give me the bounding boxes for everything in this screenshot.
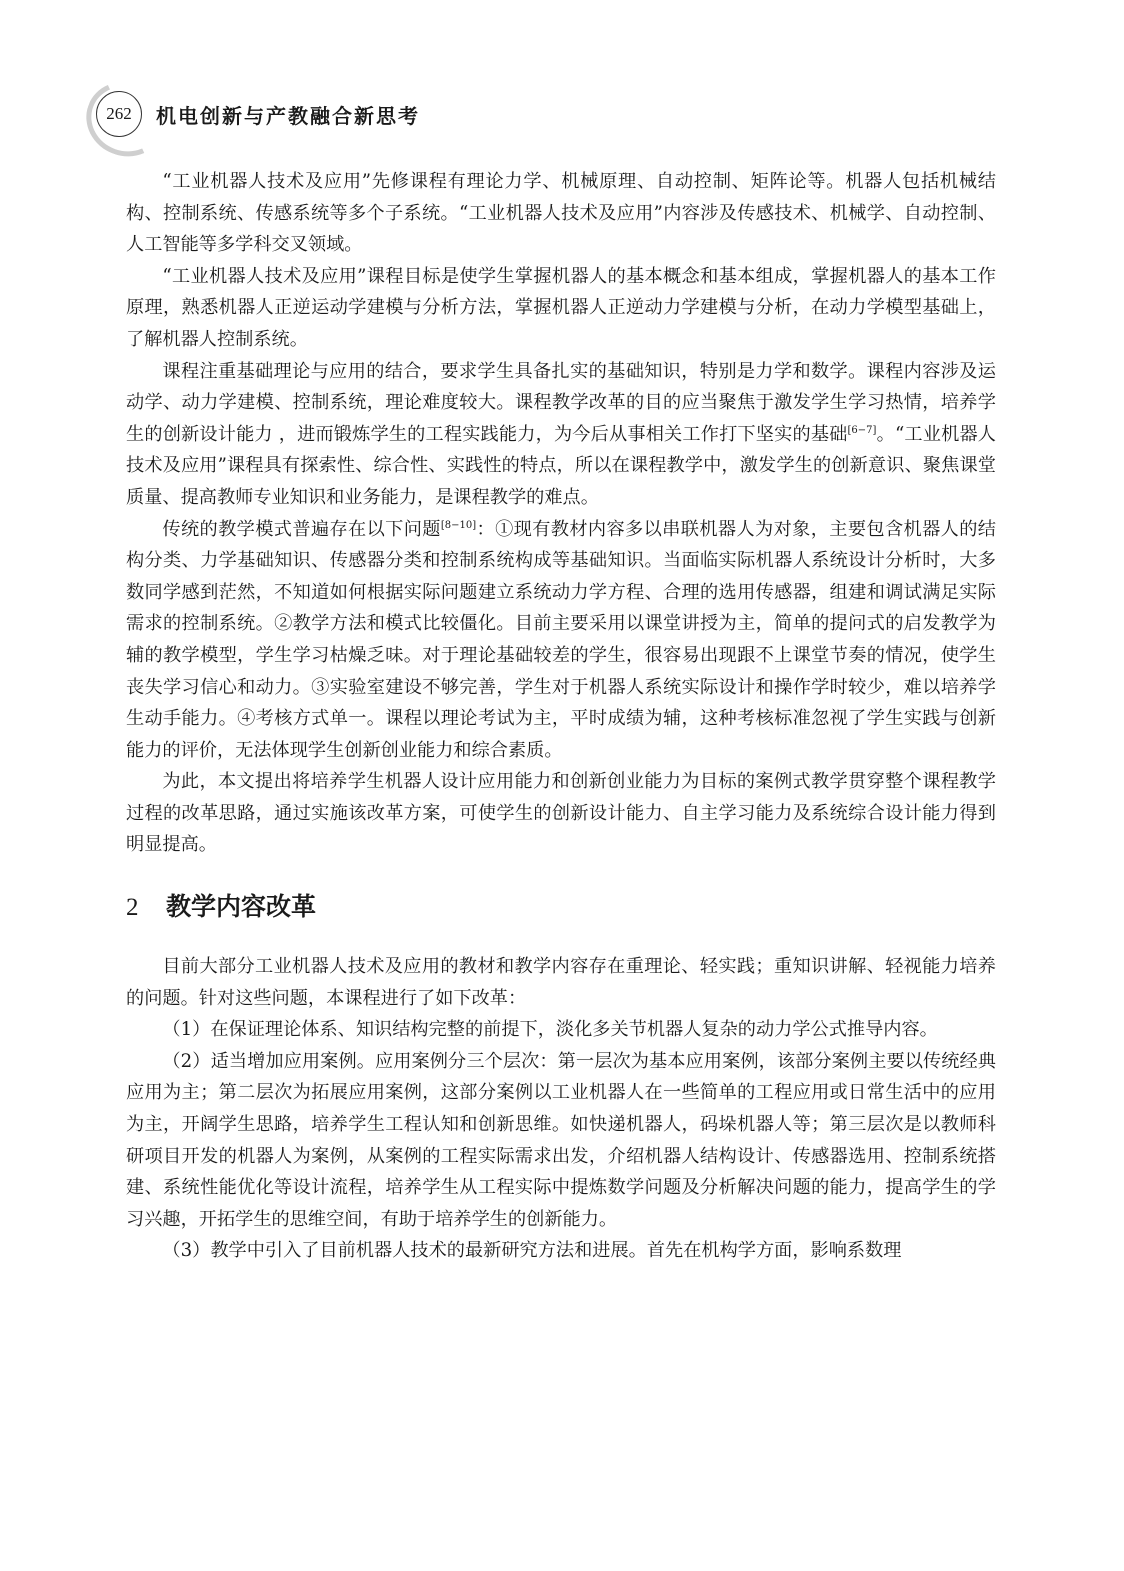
section-number: 2 [126,894,139,922]
paragraph-course-focus [126,356,996,514]
paragraph-text: 。“工业机器人技术及应用”课程具有探索性、综合性、实践性的特点，所以在课程教学中，激发学生的创新意识、聚焦课堂质量、提高教师专业知识和业务能力，是课程教学的难点。 [126,423,996,508]
paragraph-traditional-problems [126,514,996,767]
paragraph-reform-idea: 为此，本文提出将培养学生机器人设计应用能力和创新创业能力为目标的案例式教学贯穿整个课程教学过程的改革思路，通过实施该改革方案，可使学生的创新设计能力、自主学习能力及系统综合设计能力得到明显提高。 [126,771,996,856]
citation: [6−7] [847,424,877,436]
section-title: 教学内容改革 [166,892,317,922]
paragraph-prerequisites: “工业机器人技术及应用”先修课程有理论力学、机械原理、自动控制、矩阵论等。机器人包括机械结构、控制系统、传感系统等多个子系统。“工业机器人技术及应用”内容涉及传感技术、机械学、自动控制、人工智能等多学科交叉领域。 [126,171,996,256]
citation: [8−10] [440,519,477,531]
paragraph-course-goals: “工业机器人技术及应用”课程目标是使学生掌握机器人的基本概念和基本组成，掌握机器人的基本工作原理，熟悉机器人正逆运动学建模与分析方法，掌握机器人正逆动力学建模与分析，在动力学模型基础上，了解机器人控制系统。 [126,265,996,350]
page-number: 262 [96,91,142,137]
paragraph-section-intro: 目前大部分工业机器人技术及应用的教材和教学内容存在重理论、轻实践；重知识讲解、轻视能力培养的问题。针对这些问题，本课程进行了如下改革： [126,956,996,1009]
list-item: （3）教学中引入了目前机器人技术的最新研究方法和进展。首先在机构学方面，影响系数理 [162,1240,902,1262]
paragraph-text: ：①现有教材内容多以串联机器人为对象，主要包含机器人的结构分类、力学基础知识、传感器分类和控制系统构成等基础知识。当面临实际机器人系统设计分析时，大多数同学感到茫然，不知道如何根据实际问题建立系统动力学方程、合理的选用传感器，组建和调试满足实际需求的控制系统。②教学方法和模式比较僵化。目前主要采用以课堂讲授为主，简单的提问式的启发教学为辅的教学模型，学生学习枯燥乏味。对于理论基础较差的学生，很容易出现跟不上课堂节奏的情况，使学生丧失学习信心和动力。③实验室建设不够完善，学生对于机器人系统实际设计和操作学时较少，难以培养学生动手能力。④考核方式单一。课程以理论考试为主，平时成绩为辅，这种考核标准忽视了学生实践与创新能力的评价，无法体现学生创新创业能力和综合素质。 [126,518,996,761]
list-item: （1）在保证理论体系、知识结构完整的前提下，淡化多关节机器人复杂的动力学公式推导内容。 [162,1019,938,1041]
section-heading [126,887,996,923]
body-text [126,166,996,1267]
paragraph-text: 课程注重基础理论与应用的结合，要求学生具备扎实的基础知识，特别是力学和数学。课程内容涉及运动学、动力学建模、控制系统，理论难度较大。课程教学改革的目的应当聚焦于激发学生学习热情，培养学生的创新设计能力 ，进而锻炼学生的工程实践能力，为今后从事相关工作打下坚实的基础 [126,360,996,445]
list-item: （2）适当增加应用案例。应用案例分三个层次：第一层次为基本应用案例，该部分案例主要以传统经典应用为主；第二层次为拓展应用案例，这部分案例以工业机器人在一些简单的工程应用或日常生活中的应用为主，开阔学生思路，培养学生工程认知和创新思维。如快递机器人，码垛机器人等；第三层次是以教师科研项目开发的机器人为案例，从案例的工程实际需求出发，介绍机器人结构设计、传感器选用、控制系统搭建、系统性能优化等设计流程，培养学生从工程实际中提炼数学问题及分析解决问题的能力，提高学生的学习兴趣，开拓学生的思维空间，有助于培养学生的创新能力。 [126,1050,996,1230]
running-title: 机电创新与产教融合新思考 [156,103,420,128]
paragraph-text: 传统的教学模式普遍存在以下问题 [162,518,441,540]
